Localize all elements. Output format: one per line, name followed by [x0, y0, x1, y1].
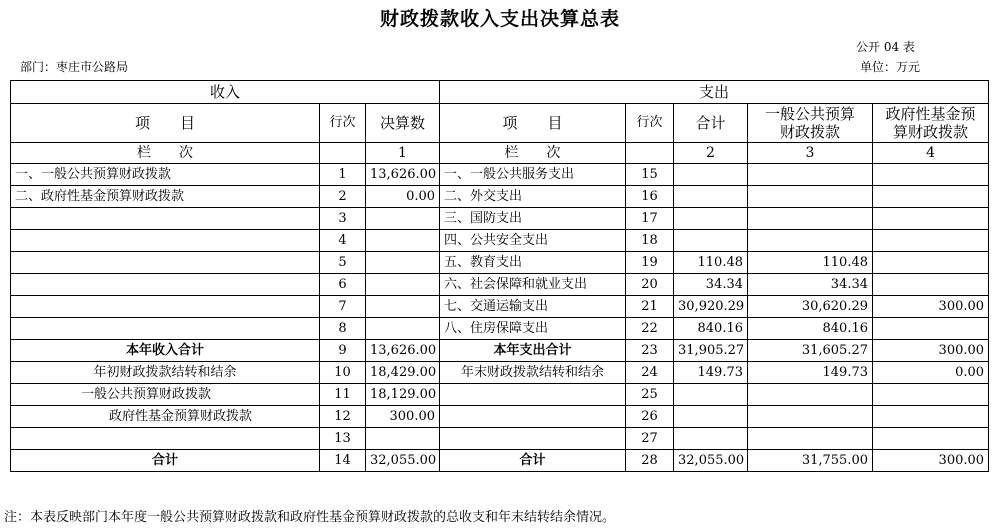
expense-general-budget	[748, 230, 873, 252]
income-line-no: 7	[320, 296, 366, 318]
expense-item: 五、教育支出	[440, 252, 626, 274]
expense-total: 32,055.00	[674, 450, 748, 472]
empty-cell	[320, 143, 366, 164]
gov-fund-header: 政府性基金预算财政拨款	[873, 104, 989, 143]
income-amount	[366, 252, 440, 274]
expense-gov-fund	[873, 318, 989, 340]
income-item	[11, 318, 320, 340]
expense-general-budget	[748, 406, 873, 428]
income-item: 一般公共预算财政拨款	[11, 384, 320, 406]
income-item: 合计	[11, 450, 320, 472]
income-item: 二、政府性基金预算财政拨款	[11, 186, 320, 208]
expense-total: 34.34	[674, 274, 748, 296]
expense-line-no: 17	[626, 208, 674, 230]
expense-line-no: 21	[626, 296, 674, 318]
income-line-no: 8	[320, 318, 366, 340]
expense-item: 年末财政拨款结转和结余	[440, 362, 626, 384]
income-item-header: 项 目	[11, 104, 320, 143]
expense-line-no: 22	[626, 318, 674, 340]
income-line-no: 10	[320, 362, 366, 384]
expense-line-no: 24	[626, 362, 674, 384]
expense-general-budget: 31,605.27	[748, 340, 873, 362]
expense-total	[674, 406, 748, 428]
expense-line-no: 26	[626, 406, 674, 428]
income-item	[11, 230, 320, 252]
column-number-2: 2	[674, 143, 748, 164]
income-amount: 18,429.00	[366, 362, 440, 384]
income-amount: 13,626.00	[366, 340, 440, 362]
expense-line-no: 28	[626, 450, 674, 472]
table-row	[11, 186, 989, 208]
income-amount	[366, 208, 440, 230]
table-row	[11, 208, 989, 230]
expense-item: 八、住房保障支出	[440, 318, 626, 340]
expense-total	[674, 428, 748, 450]
table-row	[11, 164, 989, 186]
final-amount-header: 决算数	[366, 104, 440, 143]
table-row	[11, 252, 989, 274]
expense-gov-fund	[873, 428, 989, 450]
income-amount	[366, 230, 440, 252]
income-line-no: 5	[320, 252, 366, 274]
column-number-1: 1	[366, 143, 440, 164]
column-label: 栏 次	[11, 143, 320, 164]
table-row	[11, 296, 989, 318]
income-item	[11, 296, 320, 318]
income-line-no: 2	[320, 186, 366, 208]
expense-general-budget	[748, 384, 873, 406]
expense-total: 149.73	[674, 362, 748, 384]
table-row	[11, 230, 989, 252]
table-body	[11, 164, 989, 472]
table-row	[11, 274, 989, 296]
table-row	[11, 450, 989, 472]
report-title: 财政拨款收入支出决算总表	[379, 8, 620, 30]
income-line-no: 14	[320, 450, 366, 472]
expense-item: 四、公共安全支出	[440, 230, 626, 252]
column-number-4: 4	[873, 143, 989, 164]
unit-label: 单位：万元	[860, 60, 921, 74]
expense-general-budget	[748, 186, 873, 208]
expense-item	[440, 406, 626, 428]
expense-item: 六、社会保障和就业支出	[440, 274, 626, 296]
income-line-no: 9	[320, 340, 366, 362]
expense-general-budget	[748, 428, 873, 450]
income-amount: 32,055.00	[366, 450, 440, 472]
expense-general-budget: 31,755.00	[748, 450, 873, 472]
income-item: 年初财政拨款结转和结余	[11, 362, 320, 384]
expense-line-no: 16	[626, 186, 674, 208]
table-row	[11, 340, 989, 362]
expense-item: 三、国防支出	[440, 208, 626, 230]
expense-line-no: 19	[626, 252, 674, 274]
expense-general-budget: 30,620.29	[748, 296, 873, 318]
expense-total	[674, 186, 748, 208]
income-item: 本年收入合计	[11, 340, 320, 362]
expense-item	[440, 384, 626, 406]
general-budget-header: 一般公共预算财政拨款	[748, 104, 873, 143]
expense-total: 110.48	[674, 252, 748, 274]
income-line-no: 6	[320, 274, 366, 296]
income-line-header: 行次	[320, 104, 366, 143]
expense-item: 合计	[440, 450, 626, 472]
income-amount	[366, 428, 440, 450]
expense-item: 本年支出合计	[440, 340, 626, 362]
expense-gov-fund	[873, 230, 989, 252]
expense-line-no: 23	[626, 340, 674, 362]
income-amount	[366, 296, 440, 318]
expense-gov-fund	[873, 164, 989, 186]
income-amount: 0.00	[366, 186, 440, 208]
empty-cell	[626, 143, 674, 164]
expense-gov-fund	[873, 274, 989, 296]
income-line-no: 11	[320, 384, 366, 406]
expense-section-header: 支出	[440, 81, 989, 104]
income-line-no: 1	[320, 164, 366, 186]
expense-gov-fund: 0.00	[873, 362, 989, 384]
expense-item	[440, 428, 626, 450]
footnote: 注：本表反映部门本年度一般公共预算财政拨款和政府性基金预算财政拨款的总收支和年末结转结余情况。	[4, 510, 616, 525]
expense-gov-fund	[873, 252, 989, 274]
column-number-3: 3	[748, 143, 873, 164]
expense-total: 30,920.29	[674, 296, 748, 318]
column-label: 栏 次	[440, 143, 626, 164]
department-label: 部门：枣庄市公路局	[20, 60, 129, 74]
budget-summary-table	[10, 80, 989, 472]
form-number: 公开 04 表	[856, 40, 915, 54]
total-header: 合计	[674, 104, 748, 143]
expense-item: 七、交通运输支出	[440, 296, 626, 318]
income-item	[11, 428, 320, 450]
income-section-header: 收入	[11, 81, 440, 104]
income-line-no: 13	[320, 428, 366, 450]
income-item: 政府性基金预算财政拨款	[11, 406, 320, 428]
income-item	[11, 208, 320, 230]
expense-line-no: 18	[626, 230, 674, 252]
expense-total	[674, 208, 748, 230]
expense-total: 31,905.27	[674, 340, 748, 362]
income-item	[11, 252, 320, 274]
expense-item: 二、外交支出	[440, 186, 626, 208]
expense-total: 840.16	[674, 318, 748, 340]
table-row	[11, 406, 989, 428]
expense-line-no: 15	[626, 164, 674, 186]
expense-general-budget: 34.34	[748, 274, 873, 296]
income-item: 一、一般公共预算财政拨款	[11, 164, 320, 186]
expense-general-budget: 149.73	[748, 362, 873, 384]
income-amount: 13,626.00	[366, 164, 440, 186]
expense-line-no: 20	[626, 274, 674, 296]
table-row	[11, 318, 989, 340]
table-row	[11, 362, 989, 384]
income-line-no: 3	[320, 208, 366, 230]
column-header-row	[11, 104, 989, 143]
expense-total	[674, 230, 748, 252]
expense-general-budget: 110.48	[748, 252, 873, 274]
table-row	[11, 428, 989, 450]
table-row	[11, 384, 989, 406]
expense-total	[674, 384, 748, 406]
income-amount: 300.00	[366, 406, 440, 428]
expense-line-no: 25	[626, 384, 674, 406]
expense-gov-fund: 300.00	[873, 450, 989, 472]
expense-gov-fund: 300.00	[873, 296, 989, 318]
expense-general-budget	[748, 164, 873, 186]
column-number-row	[11, 143, 989, 164]
expense-gov-fund	[873, 384, 989, 406]
expense-line-header: 行次	[626, 104, 674, 143]
section-header-row	[11, 81, 989, 104]
expense-total	[674, 164, 748, 186]
expense-general-budget	[748, 208, 873, 230]
expense-gov-fund	[873, 186, 989, 208]
income-line-no: 12	[320, 406, 366, 428]
expense-item: 一、一般公共服务支出	[440, 164, 626, 186]
income-item	[11, 274, 320, 296]
expense-gov-fund: 300.00	[873, 340, 989, 362]
income-amount	[366, 274, 440, 296]
expense-general-budget: 840.16	[748, 318, 873, 340]
income-line-no: 4	[320, 230, 366, 252]
expense-item-header: 项 目	[440, 104, 626, 143]
income-amount	[366, 318, 440, 340]
expense-gov-fund	[873, 406, 989, 428]
expense-gov-fund	[873, 208, 989, 230]
expense-line-no: 27	[626, 428, 674, 450]
income-amount: 18,129.00	[366, 384, 440, 406]
